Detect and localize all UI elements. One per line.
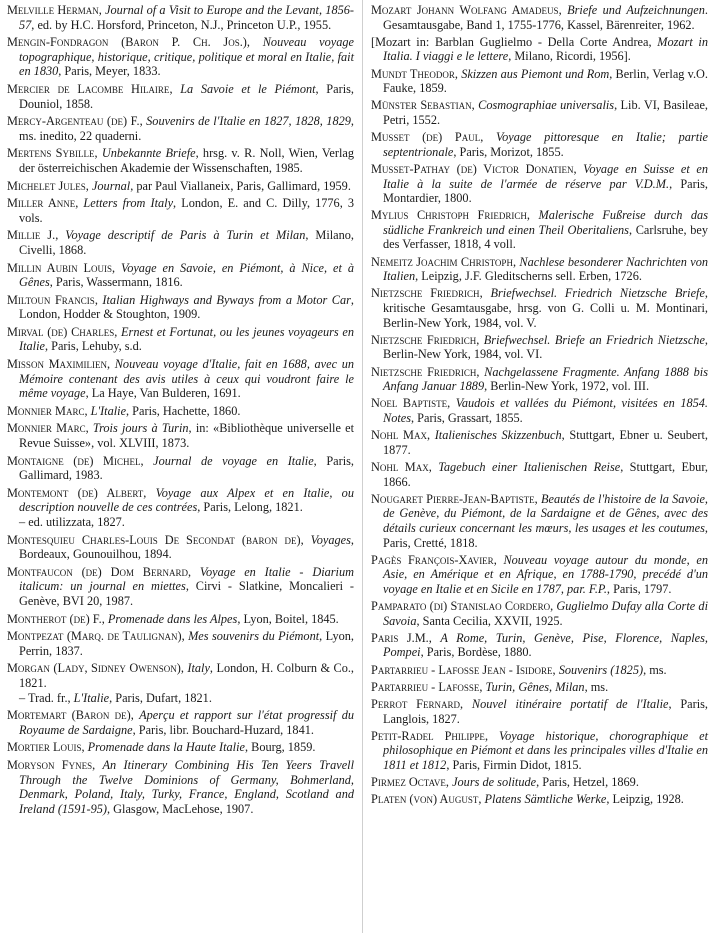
bibliography-entry: Münster Sebastian, Cosmographiae universalis, Lib. VI, Basileae, Petri, 1552. xyxy=(371,98,708,127)
entry-author: Mortier Louis xyxy=(7,740,82,755)
entry-title: Nouvel itinéraire portatif de l'Italie xyxy=(471,697,669,711)
entry-author: Montesquieu Charles-Louis De Secondat (baron de) xyxy=(7,532,301,547)
entry-author: Mengin-Fondragon (Baron P. Ch. Jos.) xyxy=(7,35,247,50)
bibliography-entry: Morgan (Lady, Sidney Owenson), Italy, London, H. Colburn & Co., 1821. xyxy=(7,661,354,690)
entry-author: Melville Herman xyxy=(7,3,99,17)
entry-title: Letters from Italy xyxy=(83,196,174,211)
bibliography-entry: Nietzsche Friedrich, Briefwechsel. Briefe an Friedrich Nietzsche, Berlin-New York, 1984, vol. VI. xyxy=(371,332,708,362)
entry-publication: , ms. xyxy=(584,679,609,694)
entry-author: Monnier Marc xyxy=(7,403,85,418)
entry-title: Souvenirs de l'Italie en 1827, 1828, 1829 xyxy=(146,114,351,129)
entry-publication: , Lyon, Boitel, 1845. xyxy=(237,611,339,626)
entry-publication: , Paris, Montardier, 1800. xyxy=(383,176,708,206)
bibliography-entry: Melville Herman, Journal of a Visit to Europe and the Levant, 1856-57, ed. by H.C. Horsford, Princeton, N.J., Princeton U.P., 1955. xyxy=(7,3,354,32)
bibliography-entry: Nietzsche Friedrich, Briefwechsel. Friedrich Nietzsche Briefe, kritische Gesamtausgabe, hrsg. von G. Colli u. M. Montinari, Berlin-New York, 1984, vol. V. xyxy=(371,286,708,330)
entry-author: Musset-Pathay (de) Victor Donatien xyxy=(371,161,574,176)
entry-author: Musset (de) Paul xyxy=(371,130,481,145)
bibliography-entry: Mercier de Lacombe Hilaire, La Savoie et le Piémont, Paris, Douniol, 1858. xyxy=(7,81,354,111)
bibliography-entry: Michelet Jules, Journal, par Paul Viallaneix, Paris, Gallimard, 1959. xyxy=(7,178,351,193)
left-column xyxy=(7,3,354,819)
entry-title: Unbekannte Briefe xyxy=(101,146,196,161)
entry-author: Millin Aubin Louis xyxy=(7,260,113,275)
entry-publication: , Paris, Grassart, 1855. xyxy=(411,410,523,425)
entry-title: Platens Sämtliche Werke xyxy=(484,792,607,807)
bibliography-entry: Nietzsche Friedrich, Nachgelassene Fragmente. Anfang 1888 bis Anfang Januar 1889, Berlin-New York, 1972, vol. III. xyxy=(371,364,708,394)
entry-title: Nouveau voyage d'Italie, fait en 1688, avec un Mémoire contenant des avis utiles à ceux qui voudront faire le même voyage xyxy=(19,357,354,401)
entry-publication: , Santa Cecilia, XXVII, 1925. xyxy=(416,613,563,628)
entry-title: Guglielmo Dufay alla Corte di Savoia xyxy=(383,599,708,628)
entry-title: Voyage aux Alpex et en Italie, ou description nouvelle de ces contrées xyxy=(19,485,354,515)
entry-title: Souvenirs (1825) xyxy=(558,662,644,677)
entry-title: Promenade dans la Haute Italie xyxy=(87,740,245,755)
entry-publication: , Stuttgart, Ebner u. Seubert, 1877. xyxy=(383,428,708,457)
entry-prefix: [Mozart in: Barblan Guglielmo - Della Corte Andrea, xyxy=(371,34,658,49)
bibliography-entry: Perrot Fernard, Nouvel itinéraire portatif de l'Italie, Paris, Langlois, 1827. xyxy=(371,697,709,726)
entry-publication: , Bourg, 1859. xyxy=(244,740,316,755)
bibliography-entry: Misson Maximilien, Nouveau voyage d'Italie, fait en 1688, avec un Mémoire contenant des avis utiles à ceux qui voudront faire le même voyage, La Haye, Van Bulderen, 1691. xyxy=(7,357,354,401)
bibliography-entry: Nohl Max, Tagebuch einer Italienischen Reise, Stuttgart, Ebur, 1866. xyxy=(371,459,709,489)
bibliography-entry: Moryson Fynes, An Itinerary Combining His Ten Yeers Travell Through the Twelve Dominions of Germany, Bohmerland, Denmark, Poland, Italy, Turky, France, England, Scotland and Ireland (1591-95), Glasgow, MacLehose, 1907. xyxy=(7,757,354,816)
bibliography-entry: Musset (de) Paul, Voyage pittoresque en Italie; partie septentrionale, Paris, Morizot, 1855. xyxy=(371,130,708,159)
entry-publication: , Paris, Langlois, 1827. xyxy=(383,697,709,726)
entry-author: Mundt Theodor xyxy=(371,66,455,81)
entry-author: Michelet Jules xyxy=(7,178,86,193)
entry-publication: , London, E. and C. Dilly, 1776, 3 vols. xyxy=(19,196,354,225)
entry-publication: , Berlin-New York, 1984, vol. VI. xyxy=(383,332,708,362)
entry-title: Beautés de l'histoire de la Savoie, de Genève, du Piémont, de la Sardaigne et de Gênes, avec des détails curieux concernant les mœurs, les usages et les coutumes xyxy=(383,491,709,535)
entry-publication: , in: «Bibliothèque universelle et Revue Suisse», vol. XLVIII, 1873. xyxy=(19,421,355,451)
bibliography-entry: Partarrieu - Lafosse Jean - Isidore, Souvenirs (1825), ms. xyxy=(371,662,667,677)
bibliography-entry: Nemeitz Joachim Christoph, Nachlese besonderer Nachrichten von Italien, Leipzig, J.F. Gleditscherns sell. Erben, 1726. xyxy=(371,254,708,284)
entry-author: Petit-Radel Philippe xyxy=(371,728,485,743)
bibliography-entry: Mirval (de) Charles, Ernest et Fortunat, ou les jeunes voyageurs en Italie, Paris, Lehuby, s.d. xyxy=(7,324,354,354)
bibliography-entry xyxy=(371,35,708,64)
entry-author: Perrot Fernard xyxy=(371,697,460,711)
entry-title: Cosmographiae universalis xyxy=(478,98,615,113)
entry-publication: , hrsg. v. R. Noll, Wien, Verlag der österreichischen Akademie der Wissenschaften, 1985. xyxy=(19,146,354,175)
entry-title: Journal of a Visit to Europe and the Levant, 1856-57 xyxy=(19,3,354,32)
bibliography-entry: Petit-Radel Philippe, Voyage historique, chorographique et philosophique en Piémont et dans les principales villes d'Italie en 1811 et 1812, Paris, Firmin Didot, 1815. xyxy=(371,728,708,772)
entry-title: Nachgelassene Fragmente. Anfang 1888 bis Anfang Januar 1889 xyxy=(383,364,708,394)
entry-author: Montemont (de) Albert xyxy=(7,485,144,500)
bibliography-entry: Miltoun Francis, Italian Highways and Byways from a Motor Car, London, Hodder & Stoughton, 1909. xyxy=(7,292,354,322)
entry-publication: , Paris, Wassermann, 1816. xyxy=(49,275,183,290)
entry-title: An Itinerary Combining His Ten Yeers Travell Through the Twelve Dominions of Germany, Bohmerland, Denmark, Poland, Italy, Turky, France, England, Scotland and Ireland (1591-95) xyxy=(19,757,354,816)
entry-author: Montherot (de) F. xyxy=(7,611,102,626)
entry-title: Voyage en Suisse et en Italie à la suite de l'armée de réserve par V.D.M. xyxy=(383,161,708,191)
entry-title: Briefwechsel. Briefe an Friedrich Nietzsche xyxy=(483,332,705,347)
entry-publication: , ms. xyxy=(643,662,667,677)
entry-title: Nouveau voyage topographique, historique, critique, politique et moral en Italie, fait en 1830 xyxy=(19,35,354,79)
bibliography-entry: Montherot (de) F., Promenade dans les Alpes, Lyon, Boitel, 1845. xyxy=(7,611,339,626)
entry-publication: , Paris, Gallimard, 1983. xyxy=(19,453,354,483)
bibliography-entry: Millie J., Voyage descriptif de Paris à Turin et Milan, Milano, Civelli, 1868. xyxy=(7,228,354,257)
entry-publication: , Paris, Bordèse, 1880. xyxy=(420,645,532,660)
entry-author: Mertens Sybille xyxy=(7,146,95,161)
entry-subnote-rest: , Paris, Dufart, 1821. xyxy=(109,690,212,705)
bibliography-entry: Miller Anne, Letters from Italy, London, E. and C. Dilly, 1776, 3 vols. xyxy=(7,196,354,225)
entry-publication: , London, Hodder & Stoughton, 1909. xyxy=(19,292,354,322)
entry-author: Pirmez Octave xyxy=(371,775,446,790)
entry-publication: , Milano, Ricordi, 1956]. xyxy=(508,49,631,64)
bibliography-entry: Nougaret Pierre-Jean-Baptiste, Beautés de l'histoire de la Savoie, de Genève, du Piémont, de la Sardaigne et de Gênes, avec des détails curieux concernant les mœurs, les usages et les coutumes, Paris, Cretté, 1818. xyxy=(371,491,709,550)
entry-title: Nachlese besonderer Nachrichten von Italien xyxy=(383,254,708,284)
entry-title: Trois jours à Turin xyxy=(92,421,189,436)
entry-author: Montpezat (Marq. de Taulignan) xyxy=(7,629,182,644)
entry-title: Nouveau voyage autour du monde, en Asie, en Amérique et en Afrique, en 1788-1790, precédé d'un voyage en Italie et en Sicile en 1787, par. F.P. xyxy=(383,552,708,596)
entry-publication: , Lib. VI, Basileae, Petri, 1552. xyxy=(383,98,708,127)
entry-title: Tagebuch einer Italienischen Reise xyxy=(438,459,621,474)
entry-publication: , Leipzig, J.F. Gleditscherns sell. Erben, 1726. xyxy=(415,269,642,284)
entry-author: Nemeitz Joachim Christoph xyxy=(371,254,513,269)
entry-publication: , ed. by H.C. Horsford, Princeton, N.J., Princeton U.P., 1955. xyxy=(31,17,332,32)
entry-author: Pamparato (di) Stanislao Cordero xyxy=(371,599,551,614)
entry-author: Mortemart (Baron de) xyxy=(7,708,131,723)
entry-publication: , Paris, libr. Bouchard-Huzard, 1841. xyxy=(132,722,314,737)
bibliography-entry: Monnier Marc, Trois jours à Turin, in: «Bibliothèque universelle et Revue Suisse», vol. XLVIII, 1873. xyxy=(7,421,355,451)
entry-title: Jours de solitude xyxy=(452,775,537,790)
bibliography-entry: Mylius Christoph Friedrich, Malerische Fußreise durch das südliche Frankreich und einen Theil Oberitaliens, Carlsruhe, bey des Verfasser, 1818, 4 voll. xyxy=(371,208,708,252)
entry-publication: , La Haye, Van Bulderen, 1691. xyxy=(85,386,241,401)
entry-author: Nietzsche Friedrich xyxy=(371,332,477,347)
entry-publication: , kritische Gesamtausgabe, hrsg. von G. Colli u. M. Montinari, Berlin-New York, 1984, vol. V. xyxy=(383,286,708,330)
entry-publication: , Bordeaux, Gounouilhou, 1894. xyxy=(19,532,354,562)
entry-author: Mirval (de) Charles xyxy=(7,324,115,339)
bibliography-entry: Nohl Max, Italienisches Skizzenbuch, Stuttgart, Ebner u. Seubert, 1877. xyxy=(371,428,708,457)
entry-publication: , Cirvi - Slatkine, Moncalieri - Genève, BVI 20, 1987. xyxy=(19,579,355,608)
entry-publication: , Lyon, Perrin, 1837. xyxy=(19,629,354,658)
bibliography-entry: Montesquieu Charles-Louis De Secondat (baron de), Voyages, Bordeaux, Gounouilhou, 1894. xyxy=(7,532,354,562)
bibliography-entry: Monnier Marc, L'Italie, Paris, Hachette, 1860. xyxy=(7,403,241,418)
entry-author: Misson Maximilien xyxy=(7,357,107,372)
bibliography-entry: Mozart Johann Wolfang Amadeus, Briefe und Aufzeichnungen. Gesamtausgabe, Band 1, 1755-1776, Kassel, Bärenreiter, 1962. xyxy=(371,3,708,32)
entry-author: Partarrieu - Lafosse xyxy=(371,679,480,694)
bibliography-entry: Partarrieu - Lafosse, Turin, Gênes, Milan, ms. xyxy=(371,679,609,694)
entry-author: Montaigne (de) Michel xyxy=(7,453,141,468)
bibliography-entry: Millin Aubin Louis, Voyage en Savoie, en Piémont, à Nice, et à Gênes, Paris, Wassermann, 1816. xyxy=(7,260,354,290)
entry-title: Journal xyxy=(91,178,131,193)
entry-author: Miller Anne xyxy=(7,196,76,211)
entry-publication: , Paris, 1797. xyxy=(606,581,672,596)
entry-publication: , Paris, Lelong, 1821. xyxy=(197,500,303,515)
entry-title: Mozart in Italia. I viaggi e le lettere xyxy=(383,34,708,64)
bibliography-entry: Montemont (de) Albert, Voyage aux Alpex et en Italie, ou description nouvelle de ces contrées, Paris, Lelong, 1821. xyxy=(7,485,354,515)
entry-author: Morgan (Lady, Sidney Owenson) xyxy=(7,661,181,676)
entry-publication: , ms. inedito, 22 quaderni. xyxy=(19,114,354,143)
entry-title: Ernest et Fortunat, ou les jeunes voyageurs en Italie xyxy=(19,324,354,354)
bibliography-entry xyxy=(7,515,354,530)
entry-title: Voyages xyxy=(310,532,351,547)
entry-author: Mylius Christoph Friedrich xyxy=(371,208,527,223)
entry-publication: , Stuttgart, Ebur, 1866. xyxy=(383,459,709,489)
entry-publication: , Paris, Hachette, 1860. xyxy=(126,403,241,418)
bibliography-entry: Paris J.M., A Rome, Turin, Genève, Pise, Florence, Naples, Pompei, Paris, Bordèse, 1880. xyxy=(371,630,708,660)
bibliography-entry: Platen (von) August, Platens Sämtliche Werke, Leipzig, 1928. xyxy=(371,792,684,807)
entry-title: Voyage en Italie - Diarium italicum: un journal en miettes xyxy=(19,564,354,594)
entry-title: Voyage historique, chorographique et philosophique en Piémont et dans les principales villes d'Italie en 1811 et 1812 xyxy=(383,728,708,772)
entry-title: Briefe und Aufzeichnungen xyxy=(567,3,705,17)
entry-author: Moryson Fynes xyxy=(7,757,93,772)
entry-title: Mes souvenirs du Piémont xyxy=(188,629,320,644)
entry-publication: , Milano, Civelli, 1868. xyxy=(19,228,354,257)
entry-subnote-prefix: – Trad. fr., xyxy=(19,690,74,705)
entry-publication: , Paris, Lehuby, s.d. xyxy=(44,339,142,354)
entry-author: Nietzsche Friedrich xyxy=(371,286,480,301)
entry-title: Turin, Gênes, Milan xyxy=(485,679,585,694)
bibliography-entry: Montaigne (de) Michel, Journal de voyage en Italie, Paris, Gallimard, 1983. xyxy=(7,453,354,483)
entry-title: Promenade dans les Alpes xyxy=(107,611,238,626)
entry-author: Pagès François-Xavier xyxy=(371,552,494,567)
entry-author: Paris J.M. xyxy=(371,630,429,645)
bibliography-entry: Mortier Louis, Promenade dans la Haute Italie, Bourg, 1859. xyxy=(7,740,316,755)
bibliography-entry: Mundt Theodor, Skizzen aus Piemont und Rom, Berlin, Verlag v.O. Fauke, 1859. xyxy=(371,66,709,96)
entry-author: Monnier Marc xyxy=(7,421,86,436)
entry-publication: , Berlin-New York, 1972, vol. III. xyxy=(484,379,650,394)
right-column xyxy=(371,3,708,810)
entry-publication: , Berlin, Verlag v.O. Fauke, 1859. xyxy=(383,66,709,96)
entry-title: Voyage pittoresque en Italie; partie septentrionale xyxy=(383,130,708,159)
bibliography-entry: Mengin-Fondragon (Baron P. Ch. Jos.), Nouveau voyage topographique, historique, critique, politique et moral en Italie, fait en 1830, Paris, Meyer, 1833. xyxy=(7,35,354,79)
entry-publication: , Carlsruhe, bey des Verfasser, 1818, 4 voll. xyxy=(383,222,708,252)
bibliography-entry: Montpezat (Marq. de Taulignan), Mes souvenirs du Piémont, Lyon, Perrin, 1837. xyxy=(7,629,354,658)
entry-author: Miltoun Francis xyxy=(7,292,95,307)
entry-title: Voyage en Savoie, en Piémont, à Nice, et à Gênes xyxy=(19,260,354,290)
bibliography-entry: Musset-Pathay (de) Victor Donatien, Voyage en Suisse et en Italie à la suite de l'armée de réserve par V.D.M., Paris, Montardier, 1800. xyxy=(371,161,708,206)
entry-publication: , Paris, Cretté, 1818. xyxy=(383,520,708,550)
entry-title: L'Italie xyxy=(90,403,127,418)
entry-publication: , Glasgow, MacLehose, 1907. xyxy=(107,801,254,816)
entry-title: La Savoie et le Piémont xyxy=(180,81,316,96)
entry-author: Nougaret Pierre-Jean-Baptiste xyxy=(371,491,535,506)
entry-title: Malerische Fußreise durch das südliche Frankreich und einen Theil Oberitaliens xyxy=(383,208,708,237)
entry-publication: , Paris, Hetzel, 1869. xyxy=(536,775,639,790)
column-divider xyxy=(362,0,363,933)
entry-author: Nohl Max xyxy=(371,428,427,443)
entry-publication: , Paris, Meyer, 1833. xyxy=(58,64,161,79)
entry-publication: , Paris, Firmin Didot, 1815. xyxy=(446,757,582,772)
entry-title: Vaudois et vallées du Piémont, visitées en 1854. Notes xyxy=(383,396,708,425)
entry-publication: , London, H. Colburn & Co., 1821. xyxy=(19,661,354,690)
bibliography-entry: Montfaucon (de) Dom Bernard, Voyage en Italie - Diarium italicum: un journal en miettes, Cirvi - Slatkine, Moncalieri - Genève, BVI 20, 1987. xyxy=(7,564,355,608)
entry-author: Nietzsche Friedrich xyxy=(371,364,477,379)
entry-publication: . Gesamtausgabe, Band 1, 1755-1776, Kassel, Bärenreiter, 1962. xyxy=(383,3,708,32)
entry-author: Mercier de Lacombe Hilaire xyxy=(7,81,170,96)
entry-title: Skizzen aus Piemont und Rom xyxy=(461,66,610,81)
entry-subnote: – ed. utilizzata, 1827. xyxy=(19,515,125,529)
entry-author: Millie J. xyxy=(7,228,56,243)
bibliography-entry: Mertens Sybille, Unbekannte Briefe, hrsg. v. R. Noll, Wien, Verlag der österreichischen Akademie der Wissenschaften, 1985. xyxy=(7,146,354,175)
entry-title: Italy xyxy=(187,661,210,676)
entry-publication: , par Paul Viallaneix, Paris, Gallimard, 1959. xyxy=(130,178,351,193)
bibliography-entry xyxy=(7,691,354,706)
entry-author: Partarrieu - Lafosse Jean - Isidore xyxy=(371,662,553,677)
bibliography-entry: Pirmez Octave, Jours de solitude, Paris, Hetzel, 1869. xyxy=(371,775,639,790)
bibliography-entry: Mortemart (Baron de), Aperçu et rapport sur l'état progressif du Royaume de Sardaigne, Paris, libr. Bouchard-Huzard, 1841. xyxy=(7,708,354,737)
entry-publication: , Leipzig, 1928. xyxy=(606,792,684,807)
entry-author: Montfaucon (de) Dom Bernard xyxy=(7,564,188,579)
entry-title: Italienisches Skizzenbuch xyxy=(434,428,562,443)
entry-publication: , Paris, Douniol, 1858. xyxy=(19,81,354,111)
entry-author: Mercy-Argenteau (de) F. xyxy=(7,114,140,129)
bibliography-entry: Noel Baptiste, Vaudois et vallées du Piémont, visitées en 1854. Notes, Paris, Grassart, 1855. xyxy=(371,396,708,425)
entry-author: Nohl Max xyxy=(371,459,429,474)
bibliography-entry: Pagès François-Xavier, Nouveau voyage autour du monde, en Asie, en Amérique et en Afrique, en 1788-1790, precédé d'un voyage en Italie et en Sicile en 1787, par. F.P., Paris, 1797. xyxy=(371,552,708,596)
bibliography-entry: Pamparato (di) Stanislao Cordero, Guglielmo Dufay alla Corte di Savoia, Santa Cecilia, XXVII, 1925. xyxy=(371,599,708,628)
entry-title: Aperçu et rapport sur l'état progressif du Royaume de Sardaigne xyxy=(19,708,354,737)
entry-title: Voyage descriptif de Paris à Turin et Milan xyxy=(65,228,306,243)
bibliography-entry: Mercy-Argenteau (de) F., Souvenirs de l'Italie en 1827, 1828, 1829, ms. inedito, 22 quaderni. xyxy=(7,114,354,143)
entry-author: Platen (von) August xyxy=(371,792,479,807)
entry-title: A Rome, Turin, Genève, Pise, Florence, Naples, Pompei xyxy=(383,630,708,660)
entry-author: Noel Baptiste xyxy=(371,396,448,411)
entry-title: Italian Highways and Byways from a Motor Car xyxy=(102,292,351,307)
entry-subnote-title: L'Italie xyxy=(73,690,110,705)
entry-title: Briefwechsel. Friedrich Nietzsche Briefe xyxy=(490,286,705,301)
entry-author: Mozart Johann Wolfang Amadeus xyxy=(371,3,559,17)
entry-title: Journal de voyage en Italie xyxy=(153,453,314,468)
entry-author: Münster Sebastian xyxy=(371,98,472,113)
entry-publication: , Paris, Morizot, 1855. xyxy=(453,144,564,159)
